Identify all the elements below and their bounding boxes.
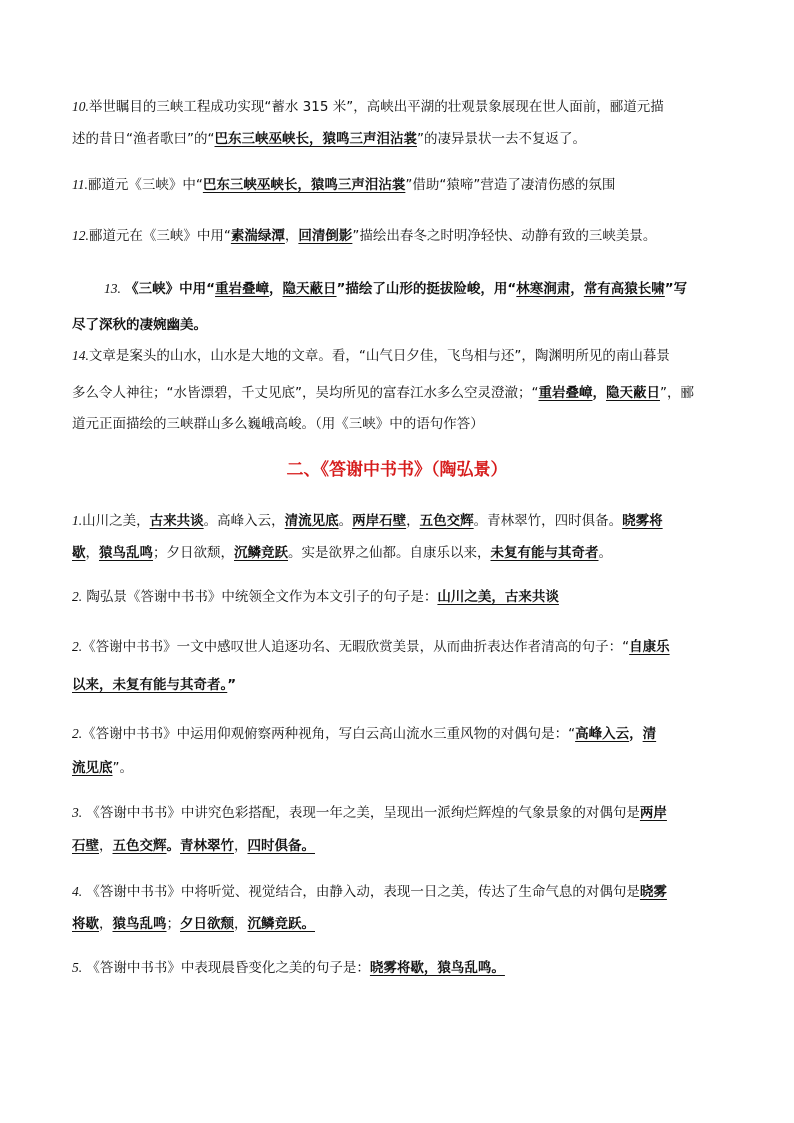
item-number: 14. [72,348,89,363]
answer: 青林翠竹 [180,838,234,854]
q4-line-1 [72,882,667,902]
item-number: 2. [72,726,83,741]
text: 郦道元在《三峡》中用“ [88,228,231,244]
text: ；夕日欲颓， [153,545,234,561]
text: ”描绘了山形的挺拔险峻，用“ [336,281,517,297]
q2b-line-1 [72,637,670,657]
item-14-line-3: 道元正面描绘的三峡群山多么巍峨高峻。（用《三峡》中的语句作答） [72,416,484,432]
answer: 将歇 [72,916,99,932]
answer: 歇 [72,545,86,561]
q5 [72,958,505,978]
text: ”，郦 [659,385,694,401]
text: 《答谢中书书》中讲究色彩搭配，表现一年之美，呈现出一派绚烂辉煌的气象景象的对偶句是 [82,805,640,821]
answer: 晓雾将歇，猿鸟乱鸣。 [369,960,505,976]
answer: 猿鸟乱鸣 [112,916,167,932]
item-number: 3. [72,805,83,820]
section-title: 二、《答谢中书书》（陶弘景） [286,460,508,480]
text: ” [227,677,237,693]
answer: 晓雾 [639,884,667,900]
text: 。青林翠竹，四时俱备。 [473,513,623,529]
answer: 未复有能与其奇者 [490,545,599,561]
item-number: 12. [72,228,89,243]
item-number: 1. [72,513,83,528]
text: ， [570,281,584,297]
text: ”描绘出春冬之时明净轻快、动静有致的三峡美景。 [352,228,657,244]
item-13-line-1 [104,279,687,299]
text: ， [284,228,299,244]
answer: 石壁 [72,838,99,854]
answer: 夕日欲颓 [180,916,234,932]
q3-line-2 [72,836,315,856]
answer: 清 [642,726,657,742]
answer: 以来，未复有能与其奇者。 [72,677,228,693]
answer: 自康乐 [629,639,670,655]
text: 《三峡》中用“ [125,281,216,297]
answer: 两岸石壁 [352,513,407,529]
text: 。 [338,513,353,529]
answer: 重岩叠嶂 [538,385,593,401]
answer: 回清倒影 [298,228,353,244]
item-number: 11. [72,177,88,192]
answer: 巴东三峡巫峡长，猿鸣三声泪沾裳 [214,131,417,147]
q1-line-2 [72,543,612,563]
answer: 清流见底 [284,513,339,529]
text: ， [234,838,248,854]
item-13-line-2: 尽了深秋的凄婉幽美。 [72,317,207,333]
answer: 四时俱备。 [247,838,315,854]
item-number: 10. [72,99,89,114]
item-10-line-1 [72,97,664,117]
answer: 沉鳞竞跃 [234,545,288,561]
answer: 两岸 [639,805,667,821]
answer: 晓雾将 [622,513,663,529]
text: 述的昔日“渔者歌曰”的“ [72,131,215,147]
answer: 常有高猿长啸 [583,281,665,297]
text: 《答谢中书书》中表现晨昏变化之美的句子是： [82,960,370,976]
answer: 素湍绿潭 [230,228,285,244]
text: 。实是欲界之仙都。自康乐以来， [288,545,491,561]
answer: 流见底 [72,760,113,776]
answer: 山川之美，古来共谈 [437,589,559,605]
answer: 隐天蔽日 [282,281,337,297]
text: ”。 [112,760,133,776]
item-14-line-1 [72,346,670,366]
text: ， [406,513,420,529]
text: ； [166,916,180,932]
text: ， [592,385,606,401]
answer: 巴东三峡巫峡长，猿鸣三声泪沾裳 [202,177,406,193]
item-number: 2. [72,589,83,604]
text: 《答谢中书书》中运用仰观俯察两种视角，写白云高山流水三重风物的对偶句是：“ [82,726,576,742]
text: 《答谢中书书》一文中感叹世人追逐功名、无暇欣赏美景，从而曲折表达作者清高的句子：“ [82,639,630,655]
item-11 [72,175,615,195]
item-10-line-2 [72,129,586,149]
text: 郦道元《三峡》中“ [87,177,203,193]
answer: 林寒涧肃 [516,281,571,297]
text: ， [85,545,99,561]
item-number: 2. [72,639,83,654]
text: ”的凄异景状一去不复返了。 [416,131,586,147]
text: ， [99,838,113,854]
text: 山川之美， [82,513,150,529]
q4-line-2 [72,914,315,934]
text: ， [629,726,643,742]
item-14-line-2 [72,383,694,403]
answer: 沉鳞竞跃。 [247,916,315,932]
answer: 猿鸟乱鸣 [99,545,153,561]
text: ， [269,281,283,297]
answer: 隐天蔽日 [605,385,660,401]
text: 。 [166,838,180,854]
q2c-line-2 [72,758,133,778]
text: ， [234,916,248,932]
q2c-line-1 [72,724,656,744]
q1-line-1 [72,511,663,531]
answer: 重岩叠嶂 [215,281,270,297]
q3-line-1 [72,803,667,823]
text: 文章是案头的山水，山水是大地的文章。看，“山气日夕佳，飞鸟相与还”，陶渊明所见的南山暮景 [88,348,670,364]
q2a [72,587,559,607]
text: 。高峰入云， [203,513,285,529]
item-12 [72,226,656,246]
answer: 高峰入云 [575,726,630,742]
text: ”借助“猿啼”营造了凄清伤感的氛围 [405,177,616,193]
text: 。 [598,545,612,561]
item-number: 13. [104,281,121,296]
text: 《答谢中书书》中将听觉、视觉结合，由静入动，表现一日之美，传达了生命气息的对偶句是 [82,884,640,900]
text: 多么令人神往；“水皆漂碧，千丈见底”，吴均所见的富春江水多么空灵澄澈；“ [72,385,539,401]
item-number: 5. [72,960,83,975]
text: 举世瞩目的三峡工程成功实现“蓄水 315 米”，高峡出平湖的壮观景象展现在世人面前，郦道元描 [88,99,664,115]
answer: 五色交辉 [419,513,474,529]
text: ， [99,916,113,932]
text: ”写 [664,281,688,297]
text: 陶弘景《答谢中书书》中统领全文作为本文引子的句子是： [82,589,438,605]
answer: 五色交辉 [112,838,167,854]
q2b-line-2 [72,675,236,695]
item-number: 4. [72,884,83,899]
answer: 古来共谈 [149,513,204,529]
